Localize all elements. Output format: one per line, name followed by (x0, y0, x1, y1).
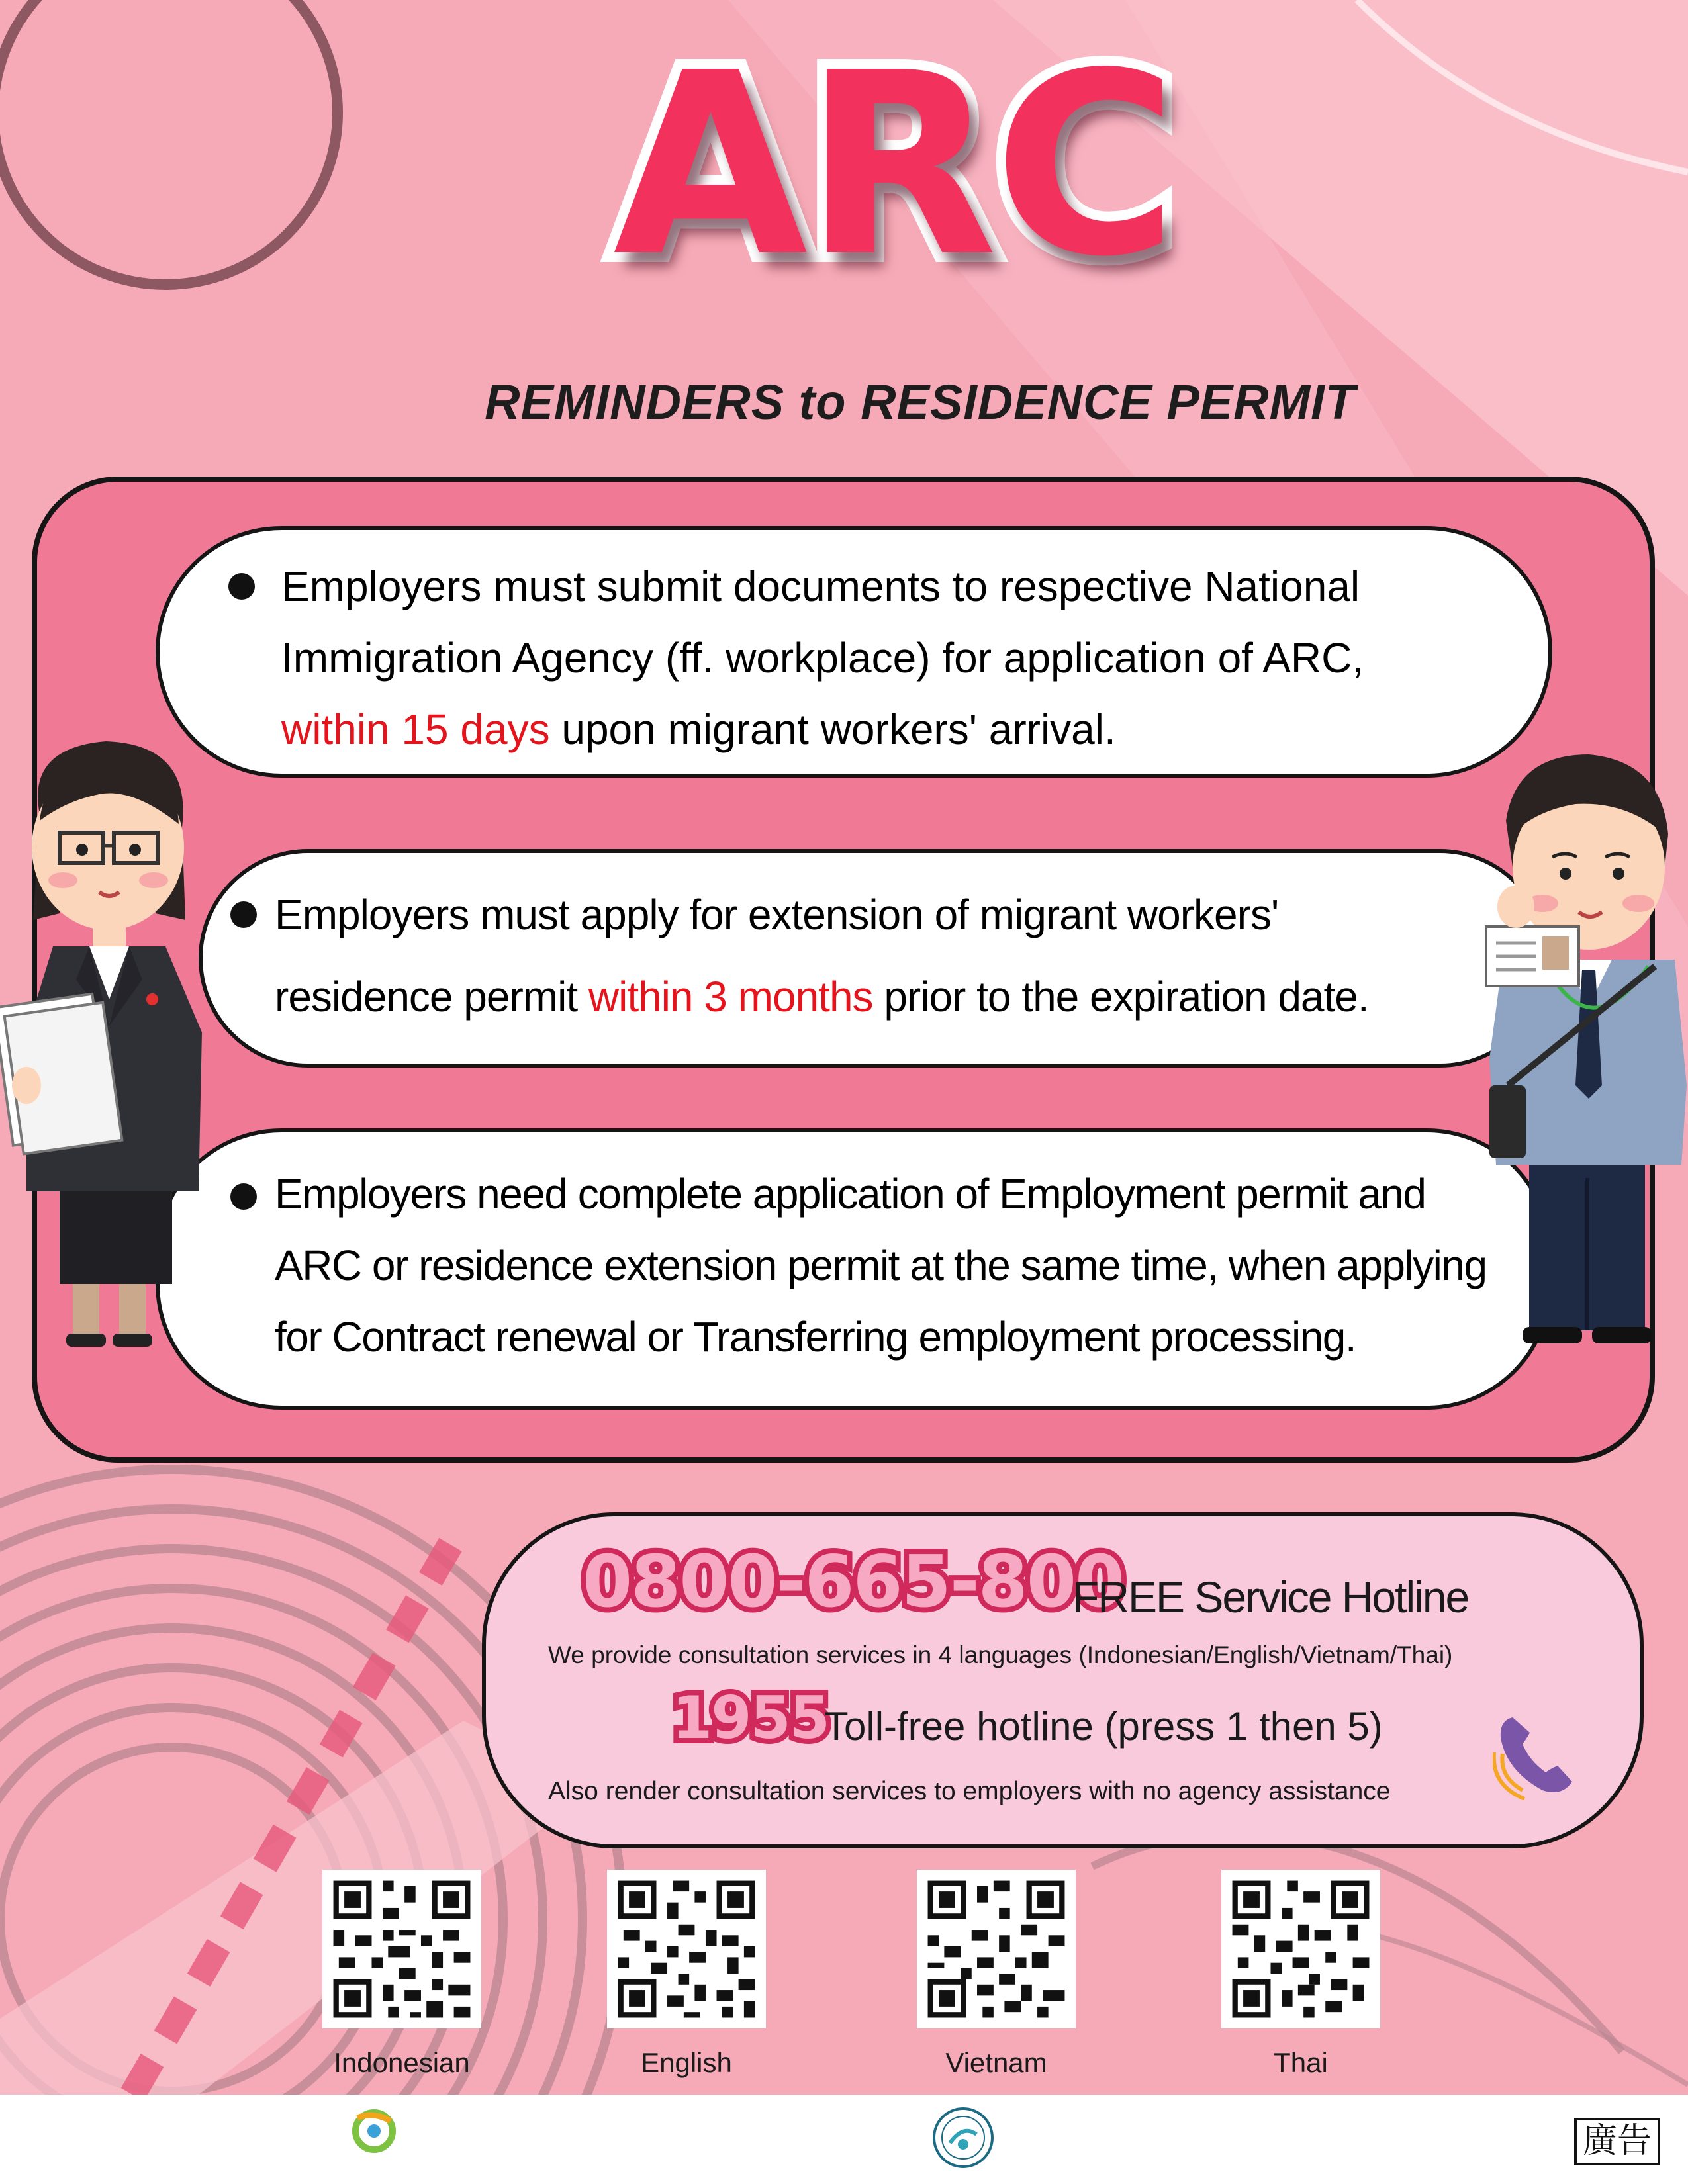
reminder-1-line-3 (281, 694, 1539, 765)
reminder-2-line-1: Employers must apply for extension of migrant workers' (275, 891, 1279, 938)
bullet-icon (228, 573, 255, 600)
phone-icon (1493, 1707, 1585, 1800)
qr-label-thai: Thai (1274, 2047, 1328, 2078)
wda-logo-icon (930, 2105, 996, 2171)
reminder-1-line-2: Immigration Agency (ff. workplace) for application of ARC, (281, 634, 1364, 682)
businessman-illustration (1476, 741, 1688, 1350)
qr-code-english[interactable] (607, 1870, 766, 2028)
qr-code-thai[interactable] (1221, 1870, 1380, 2028)
reminder-1-line-3-rest: upon migrant workers' arrival. (549, 705, 1116, 753)
reminder-2-line-2-start: residence permit (275, 973, 588, 1021)
reminder-1-highlight: within 15 days (281, 705, 550, 753)
reminder-1-text (281, 551, 1539, 765)
hotline-employer-note: Also render consultation services to employers with no agency assistance (548, 1777, 1391, 1805)
reminder-2-highlight: within 3 months (588, 973, 873, 1021)
advertisement-mark: 廣告 (1574, 2118, 1660, 2165)
dhsc-logo-icon (344, 2105, 404, 2171)
page-subtitle: REMINDERS to RESIDENCE PERMIT (485, 375, 1356, 430)
qr-code-indonesian[interactable] (322, 1870, 481, 2028)
reminder-1-line-1: Employers must submit documents to respective National (281, 563, 1360, 610)
bullet-icon (230, 901, 257, 928)
reminder-3-line-3: for Contract renewal or Transferring employment processing. (275, 1313, 1356, 1361)
hotline-short-label: Toll-free hotline (press 1 then 5) (824, 1704, 1383, 1749)
reminder-2-line-2 (275, 956, 1532, 1038)
reminder-3-text (275, 1158, 1532, 1373)
qr-label-vietnam: Vietnam (945, 2047, 1047, 2078)
qr-label-indonesian: Indonesian (334, 2047, 470, 2078)
footer (0, 2095, 1688, 2184)
bullet-icon (230, 1183, 257, 1210)
hotline-number: 0800-665-800 (583, 1541, 1124, 1623)
qr-label-english: English (641, 2047, 732, 2078)
hotline-languages-note: We provide consultation services in 4 languages (Indonesian/English/Vietnam/Thai) (548, 1641, 1453, 1668)
qr-code-vietnam[interactable] (917, 1870, 1076, 2028)
reminder-3-line-1: Employers need complete application of Employment permit and (275, 1170, 1426, 1218)
hotline-short-number: 1955 (672, 1684, 829, 1752)
hotline-number-label: FREE Service Hotline (1072, 1572, 1469, 1621)
reminder-2-text (275, 874, 1532, 1038)
page-title: ARC (613, 19, 1174, 312)
reminder-3-line-2: ARC or residence extension permit at the same time, when applying (275, 1242, 1487, 1289)
reminder-2-line-2-end: prior to the expiration date. (872, 973, 1369, 1021)
businesswoman-illustration (0, 715, 218, 1350)
